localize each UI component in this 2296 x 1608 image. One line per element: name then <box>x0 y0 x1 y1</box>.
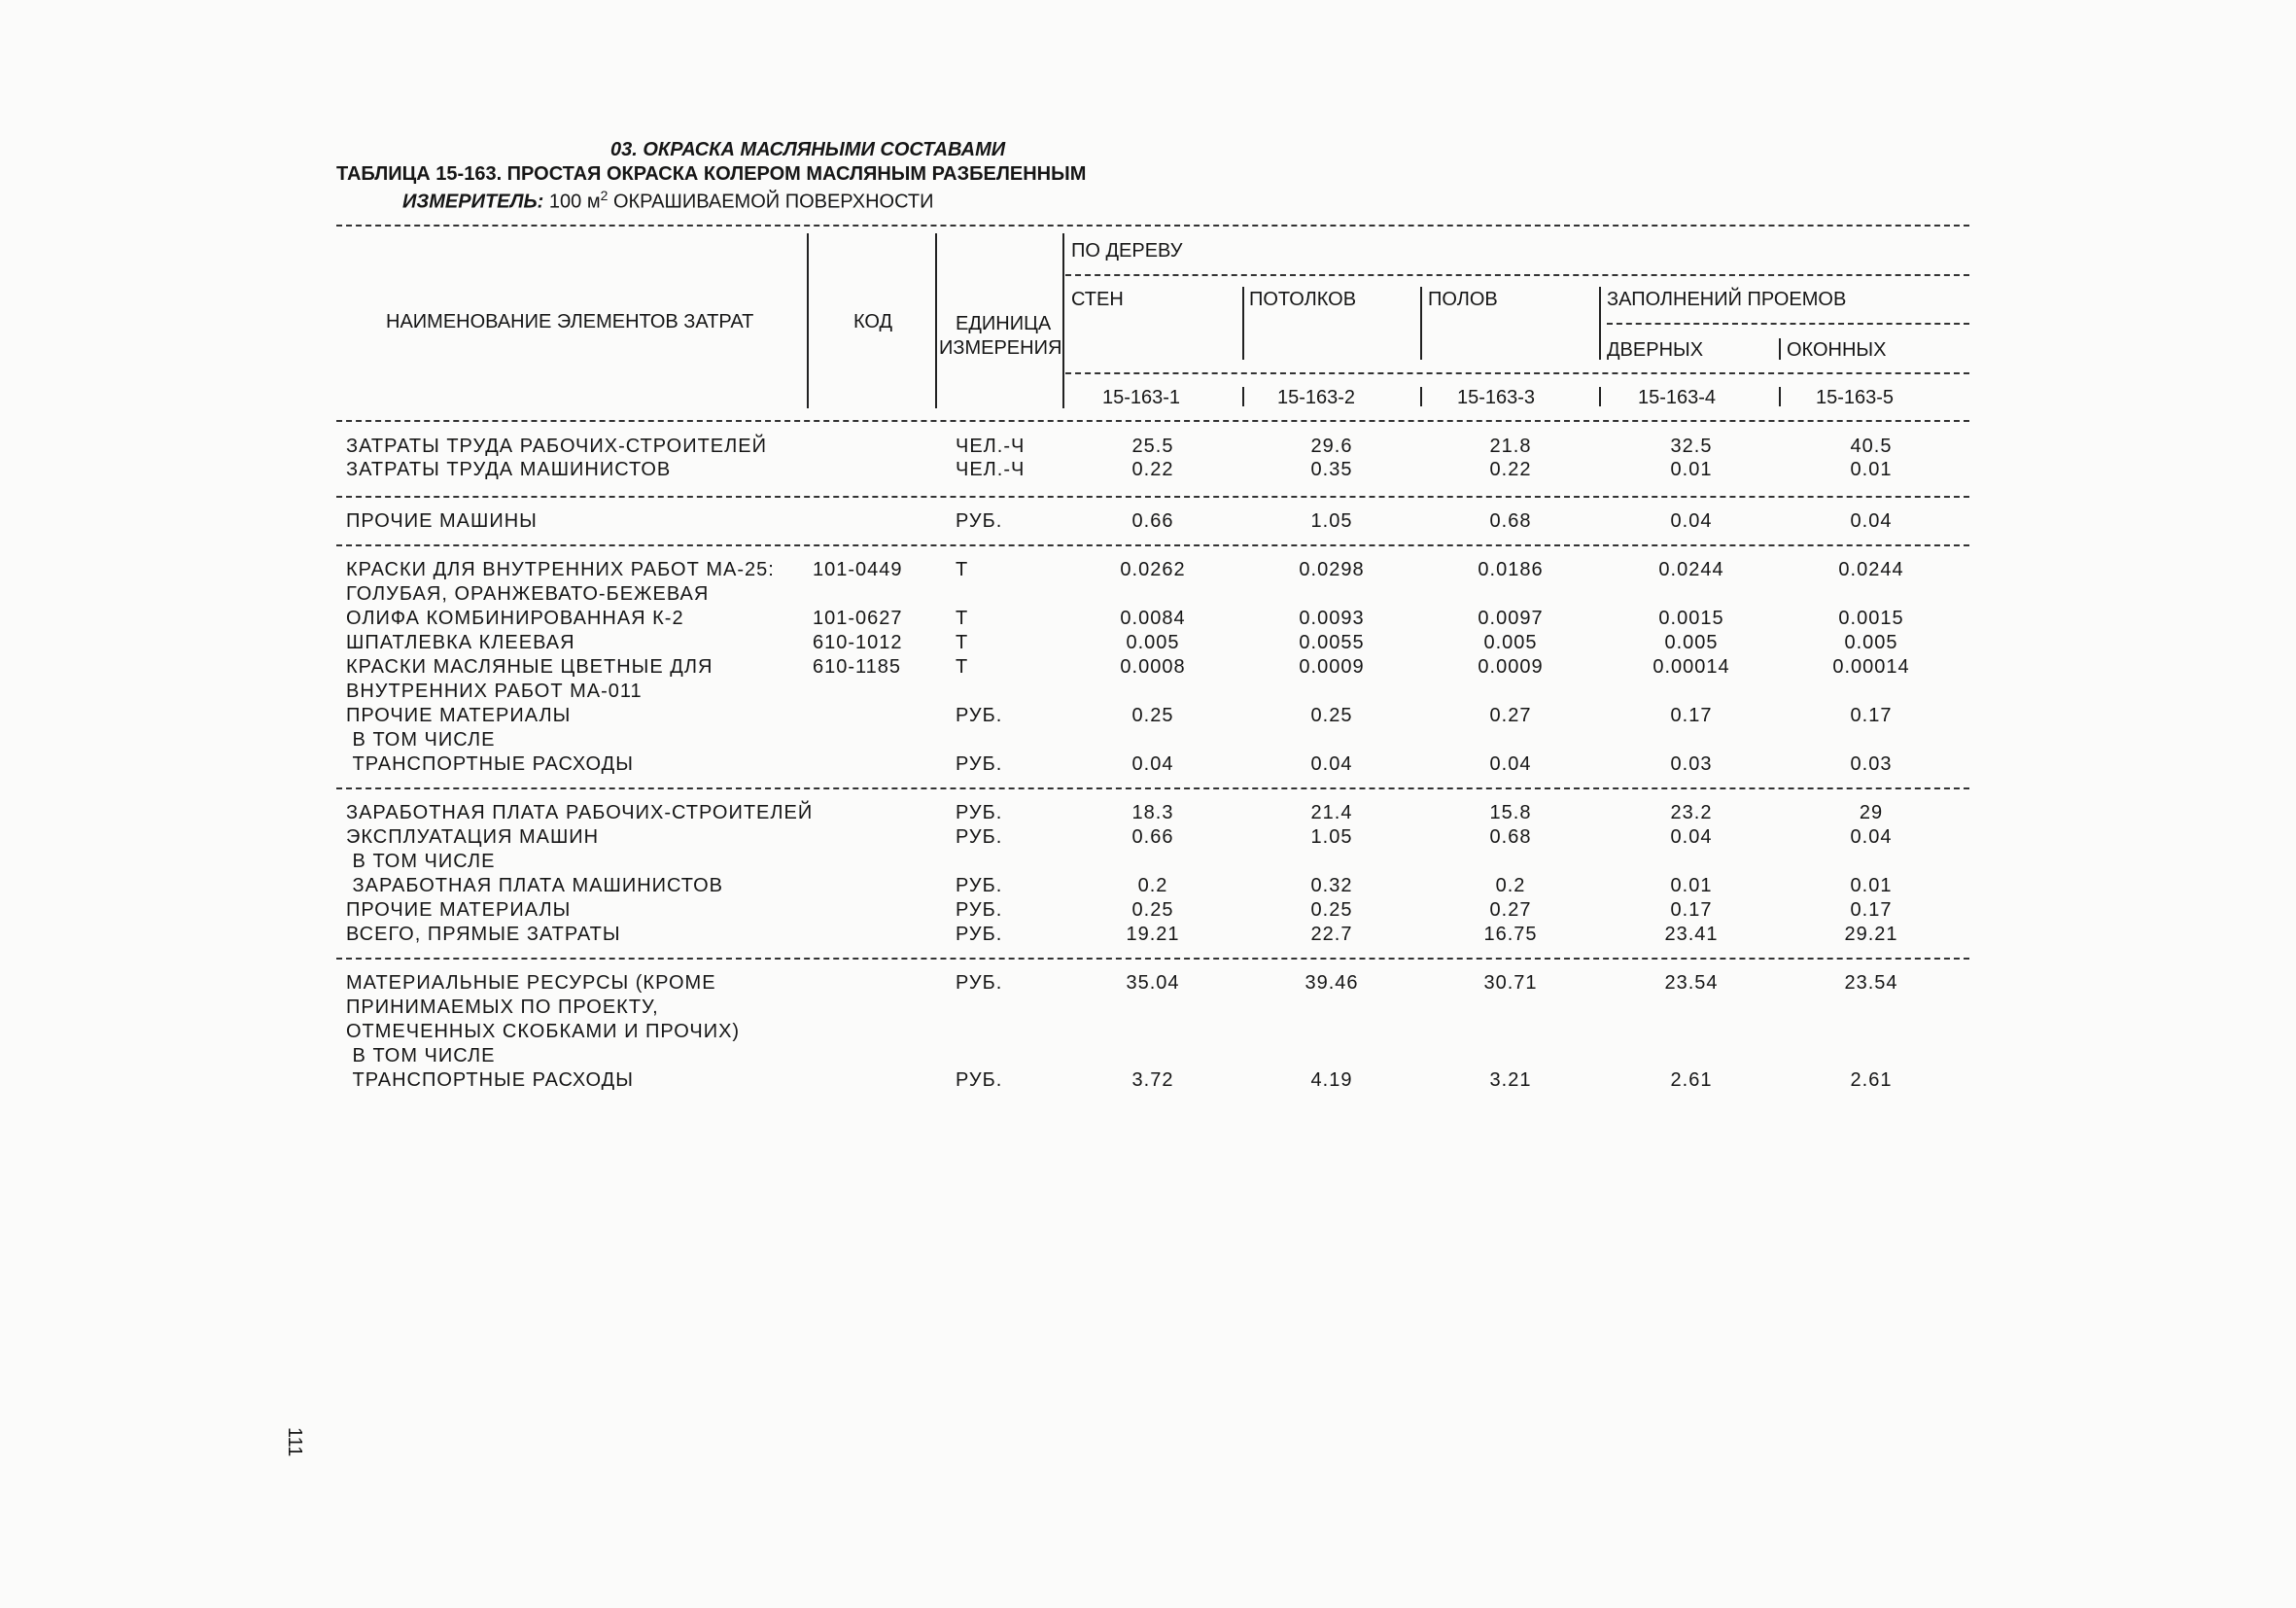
divider-code <box>935 233 937 408</box>
row-value-5: 0.01 <box>1850 459 1893 480</box>
row-value-1: 0.25 <box>1131 899 1174 921</box>
row-value-1: 0.22 <box>1131 459 1174 480</box>
row-value-4: 0.0015 <box>1658 608 1724 629</box>
row-name: ПРИНИМАЕМЫХ ПО ПРОЕКТУ, <box>346 996 659 1018</box>
row-value-2: 0.0055 <box>1299 632 1365 653</box>
row-value-3: 0.0009 <box>1478 656 1544 678</box>
rule-group <box>1065 274 1969 276</box>
row-value-4: 0.01 <box>1670 459 1713 480</box>
measure-prefix: ИЗМЕРИТЕЛЬ: <box>402 191 544 213</box>
row-unit: РУБ. <box>956 510 1003 532</box>
divider-walls <box>1242 287 1244 360</box>
rule-top <box>336 225 1969 227</box>
row-unit: Т <box>956 632 969 653</box>
row-name: ПРОЧИЕ МАШИНЫ <box>346 510 538 532</box>
row-unit: РУБ. <box>956 924 1003 945</box>
page-number: 111 <box>284 1427 305 1457</box>
row-value-1: 0.66 <box>1131 826 1174 848</box>
col-header-doors: ДВЕРНЫХ <box>1607 339 1704 361</box>
measure-value: 100 м <box>548 191 601 213</box>
col-header-openings: ЗАПОЛНЕНИЙ ПРОЕМОВ <box>1607 289 1847 310</box>
col-header-unit-1: ЕДИНИЦА <box>956 313 1052 334</box>
row-unit: ЧЕЛ.-Ч <box>956 459 1026 480</box>
row-value-2: 0.25 <box>1310 705 1353 726</box>
row-value-2: 0.25 <box>1310 899 1353 921</box>
rule-section-1 <box>336 496 1969 498</box>
row-value-2: 0.04 <box>1310 753 1353 775</box>
row-name: ВСЕГО, ПРЯМЫЕ ЗАТРАТЫ <box>346 924 621 945</box>
row-unit: Т <box>956 656 969 678</box>
row-unit: ЧЕЛ.-Ч <box>956 436 1026 457</box>
row-name: МАТЕРИАЛЬНЫЕ РЕСУРСЫ (КРОМЕ <box>346 972 716 994</box>
row-value-3: 0.04 <box>1489 753 1532 775</box>
row-value-3: 3.21 <box>1489 1069 1532 1091</box>
row-name: ЭКСПЛУАТАЦИЯ МАШИН <box>346 826 600 848</box>
col-code-1: 15-163-1 <box>1102 387 1181 408</box>
row-unit: Т <box>956 608 969 629</box>
row-value-3: 15.8 <box>1489 802 1532 823</box>
row-value-2: 1.05 <box>1310 510 1353 532</box>
row-value-1: 18.3 <box>1131 802 1174 823</box>
row-value-3: 16.75 <box>1483 924 1538 945</box>
row-value-4: 23.54 <box>1664 972 1719 994</box>
row-value-3: 0.005 <box>1483 632 1538 653</box>
row-code: 610-1012 <box>813 632 903 653</box>
row-value-5: 0.17 <box>1850 705 1893 726</box>
row-value-5: 0.04 <box>1850 826 1893 848</box>
col-code-4: 15-163-4 <box>1638 387 1717 408</box>
row-value-2: 0.32 <box>1310 875 1353 896</box>
row-code: 610-1185 <box>813 656 902 678</box>
row-value-2: 0.0009 <box>1299 656 1365 678</box>
row-value-5: 0.04 <box>1850 510 1893 532</box>
row-value-2: 22.7 <box>1310 924 1353 945</box>
row-name: ЗАРАБОТНАЯ ПЛАТА РАБОЧИХ-СТРОИТЕЛЕЙ <box>346 802 814 823</box>
row-value-5: 23.54 <box>1844 972 1898 994</box>
col-code-3: 15-163-3 <box>1457 387 1536 408</box>
row-value-4: 23.41 <box>1664 924 1719 945</box>
rule-section-2 <box>336 544 1969 546</box>
row-value-5: 40.5 <box>1850 436 1893 457</box>
row-name: ОЛИФА КОМБИНИРОВАННАЯ К-2 <box>346 608 684 629</box>
row-value-2: 39.46 <box>1305 972 1359 994</box>
row-unit: РУБ. <box>956 802 1003 823</box>
row-value-2: 4.19 <box>1310 1069 1353 1091</box>
row-name: ЗАРАБОТНАЯ ПЛАТА МАШИНИСТОВ <box>346 875 724 896</box>
row-value-3: 0.68 <box>1489 826 1532 848</box>
divider-unit <box>1062 233 1064 408</box>
row-value-4: 0.0244 <box>1658 559 1724 580</box>
row-unit: РУБ. <box>956 826 1003 848</box>
divider-name <box>807 233 809 408</box>
row-value-1: 0.2 <box>1137 875 1168 896</box>
measure-rest: ОКРАШИВАЕМОЙ ПОВЕРХНОСТИ <box>612 191 934 213</box>
row-value-4: 0.005 <box>1664 632 1719 653</box>
row-value-1: 0.0084 <box>1120 608 1186 629</box>
row-unit: РУБ. <box>956 899 1003 921</box>
row-unit: Т <box>956 559 969 580</box>
row-name: В ТОМ ЧИСЛЕ <box>346 729 496 751</box>
row-value-5: 29 <box>1859 802 1884 823</box>
row-value-1: 19.21 <box>1126 924 1180 945</box>
row-value-4: 0.04 <box>1670 510 1713 532</box>
table-title: ТАБЛИЦА 15-163. ПРОСТАЯ ОКРАСКА КОЛЕРОМ МАСЛЯНЫМ РАЗБЕЛЕННЫМ <box>336 163 1087 185</box>
col-code-2: 15-163-2 <box>1277 387 1356 408</box>
row-value-2: 0.0298 <box>1299 559 1365 580</box>
row-value-2: 1.05 <box>1310 826 1353 848</box>
divider-code-3 <box>1420 387 1422 406</box>
row-name: ГОЛУБАЯ, ОРАНЖЕВАТО-БЕЖЕВАЯ <box>346 583 710 605</box>
row-value-1: 0.25 <box>1131 705 1174 726</box>
row-value-4: 0.03 <box>1670 753 1713 775</box>
row-name: ВНУТРЕННИХ РАБОТ МА-011 <box>346 681 643 702</box>
row-unit: РУБ. <box>956 753 1003 775</box>
col-header-group: ПО ДЕРЕВУ <box>1071 240 1183 262</box>
row-value-3: 0.27 <box>1489 705 1532 726</box>
rule-section-4 <box>336 958 1969 960</box>
row-value-3: 0.22 <box>1489 459 1532 480</box>
row-value-1: 0.005 <box>1126 632 1180 653</box>
divider-code-5 <box>1779 387 1781 406</box>
divider-floors <box>1599 287 1601 360</box>
section-heading: 03. ОКРАСКА МАСЛЯНЫМИ СОСТАВАМИ <box>610 139 1006 160</box>
row-value-4: 0.04 <box>1670 826 1713 848</box>
row-value-5: 0.005 <box>1844 632 1898 653</box>
divider-ceilings <box>1420 287 1422 360</box>
row-value-3: 0.68 <box>1489 510 1532 532</box>
row-value-4: 32.5 <box>1670 436 1713 457</box>
row-value-4: 0.17 <box>1670 705 1713 726</box>
row-value-3: 0.27 <box>1489 899 1532 921</box>
row-value-4: 2.61 <box>1670 1069 1713 1091</box>
row-value-1: 0.66 <box>1131 510 1174 532</box>
row-name: КРАСКИ ДЛЯ ВНУТРЕННИХ РАБОТ МА-25: <box>346 559 775 580</box>
row-name: В ТОМ ЧИСЛЕ <box>346 851 496 872</box>
rule-header-bottom <box>336 420 1969 422</box>
row-value-5: 0.01 <box>1850 875 1893 896</box>
measure-line <box>402 188 933 214</box>
row-value-2: 29.6 <box>1310 436 1353 457</box>
row-unit: РУБ. <box>956 972 1003 994</box>
col-header-windows: ОКОННЫХ <box>1787 339 1887 361</box>
row-code: 101-0627 <box>813 608 903 629</box>
col-header-code: КОД <box>853 311 893 332</box>
row-name: КРАСКИ МАСЛЯНЫЕ ЦВЕТНЫЕ ДЛЯ <box>346 656 713 678</box>
row-value-5: 0.17 <box>1850 899 1893 921</box>
row-value-4: 0.01 <box>1670 875 1713 896</box>
row-name: ПРОЧИЕ МАТЕРИАЛЫ <box>346 899 572 921</box>
col-header-floors: ПОЛОВ <box>1428 289 1498 310</box>
row-value-5: 0.00014 <box>1832 656 1910 678</box>
row-code: 101-0449 <box>813 559 903 580</box>
row-unit: РУБ. <box>956 1069 1003 1091</box>
row-value-1: 3.72 <box>1131 1069 1174 1091</box>
row-value-3: 0.0097 <box>1478 608 1544 629</box>
row-value-3: 30.71 <box>1483 972 1538 994</box>
row-unit: РУБ. <box>956 875 1003 896</box>
divider-code-2 <box>1242 387 1244 406</box>
row-value-1: 0.0008 <box>1120 656 1186 678</box>
col-header-ceilings: ПОТОЛКОВ <box>1249 289 1357 310</box>
row-name: ЗАТРАТЫ ТРУДА РАБОЧИХ-СТРОИТЕЛЕЙ <box>346 436 767 457</box>
col-header-walls: СТЕН <box>1071 289 1124 310</box>
row-name: ЗАТРАТЫ ТРУДА МАШИНИСТОВ <box>346 459 672 480</box>
divider-doors <box>1779 338 1781 360</box>
row-value-5: 2.61 <box>1850 1069 1893 1091</box>
row-value-2: 21.4 <box>1310 802 1353 823</box>
divider-code-4 <box>1599 387 1601 406</box>
row-value-1: 25.5 <box>1131 436 1174 457</box>
measure-sup: 2 <box>600 188 609 203</box>
row-name: В ТОМ ЧИСЛЕ <box>346 1045 496 1066</box>
row-value-5: 29.21 <box>1844 924 1898 945</box>
row-value-5: 0.03 <box>1850 753 1893 775</box>
row-value-2: 0.35 <box>1310 459 1353 480</box>
row-value-5: 0.0015 <box>1838 608 1904 629</box>
row-value-1: 0.0262 <box>1120 559 1186 580</box>
row-unit: РУБ. <box>956 705 1003 726</box>
rule-openings <box>1607 323 1969 325</box>
row-value-4: 0.17 <box>1670 899 1713 921</box>
row-name: ТРАНСПОРТНЫЕ РАСХОДЫ <box>346 1069 634 1091</box>
row-value-3: 0.0186 <box>1478 559 1544 580</box>
row-value-2: 0.0093 <box>1299 608 1365 629</box>
col-header-unit-2: ИЗМЕРЕНИЯ <box>939 337 1062 359</box>
row-name: ШПАТЛЕВКА КЛЕЕВАЯ <box>346 632 575 653</box>
row-value-4: 0.00014 <box>1652 656 1730 678</box>
row-value-1: 35.04 <box>1126 972 1180 994</box>
row-value-1: 0.04 <box>1131 753 1174 775</box>
row-value-4: 23.2 <box>1670 802 1713 823</box>
col-code-5: 15-163-5 <box>1816 387 1895 408</box>
row-value-5: 0.0244 <box>1838 559 1904 580</box>
row-name: ТРАНСПОРТНЫЕ РАСХОДЫ <box>346 753 634 775</box>
row-name: ПРОЧИЕ МАТЕРИАЛЫ <box>346 705 572 726</box>
rule-codes <box>1065 372 1969 374</box>
row-value-3: 0.2 <box>1495 875 1526 896</box>
row-name: ОТМЕЧЕННЫХ СКОБКАМИ И ПРОЧИХ) <box>346 1021 741 1042</box>
col-header-name: НАИМЕНОВАНИЕ ЭЛЕМЕНТОВ ЗАТРАТ <box>386 311 754 332</box>
rule-section-3 <box>336 787 1969 789</box>
row-value-3: 21.8 <box>1489 436 1532 457</box>
